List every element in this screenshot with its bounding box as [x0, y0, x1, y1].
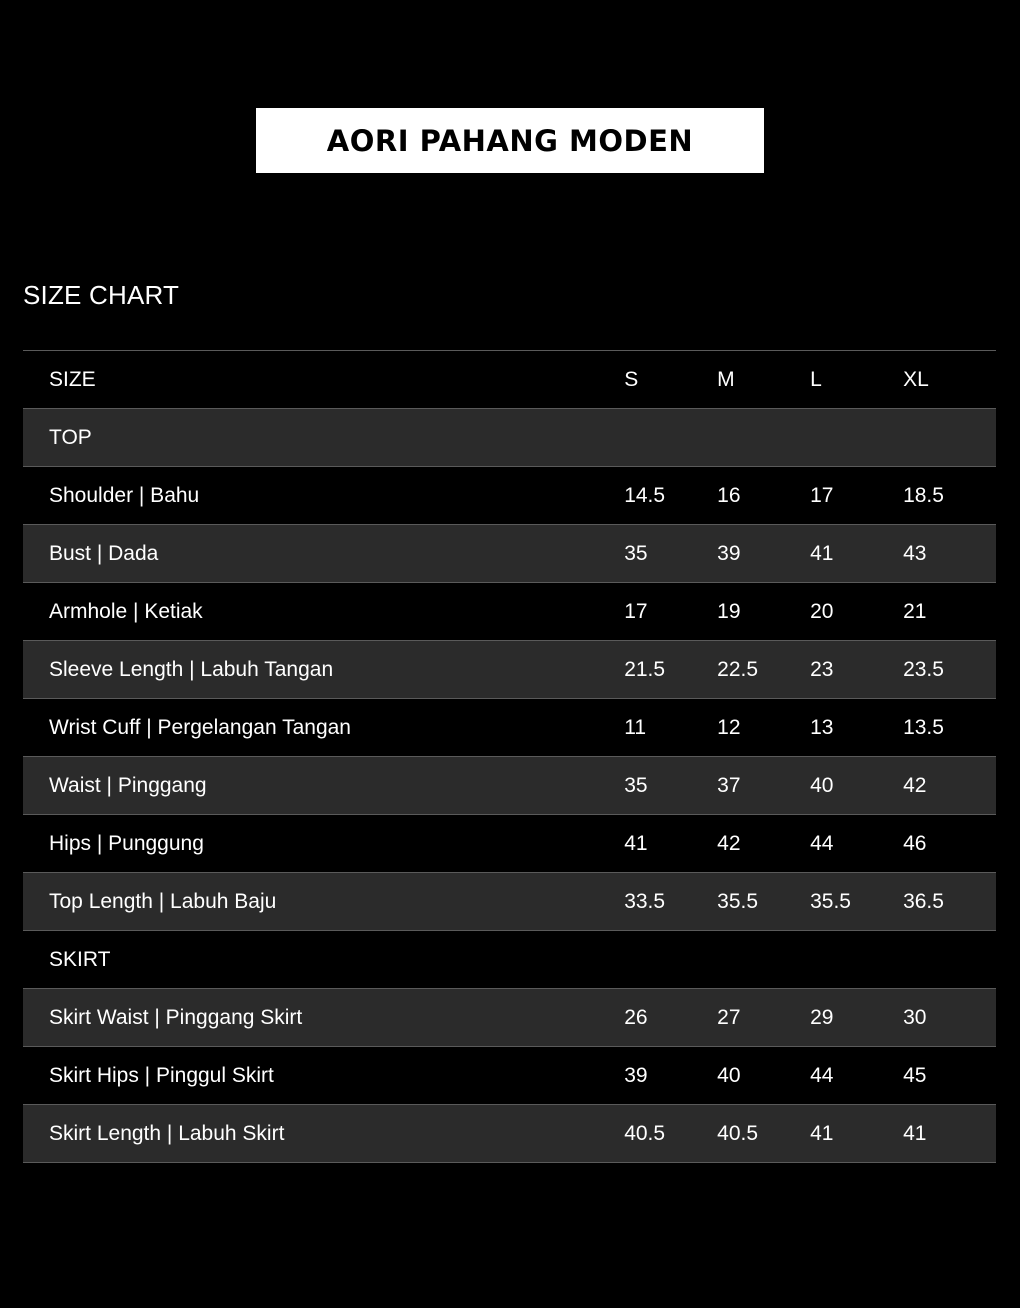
table-row: [23, 583, 996, 641]
table-row: [23, 1105, 996, 1163]
row-value: 17: [624, 599, 648, 623]
row-value: 21.5: [624, 657, 666, 681]
row-value: 42: [717, 831, 741, 855]
row-value: 13.5: [903, 715, 944, 739]
section-heading: SIZE CHART: [23, 280, 180, 310]
row-label: Skirt Waist | Pinggang Skirt: [49, 1005, 303, 1029]
row-value: 36.5: [903, 889, 944, 913]
row-value: 16: [717, 483, 741, 507]
row-label: Skirt Hips | Pinggul Skirt: [49, 1063, 274, 1087]
row-label: Top Length | Labuh Baju: [49, 889, 277, 913]
row-value: 41: [903, 1121, 927, 1145]
row-label: Skirt Length | Labuh Skirt: [49, 1121, 285, 1145]
section-row-skirt: [23, 931, 996, 989]
row-value: 30: [903, 1005, 927, 1029]
row-value: 41: [810, 1121, 834, 1145]
row-value: 41: [624, 831, 648, 855]
row-value: 19: [717, 599, 741, 623]
table-row: [23, 641, 996, 699]
row-value: 12: [717, 715, 741, 739]
row-value: 35.5: [810, 889, 851, 913]
section-label-top: TOP: [49, 425, 92, 449]
row-value: 27: [717, 1005, 741, 1029]
table-row: [23, 1047, 996, 1105]
header-size-l: L: [810, 367, 822, 391]
row-value: 41: [810, 541, 834, 565]
header-label: SIZE: [49, 367, 96, 391]
table-header-row: [23, 351, 996, 409]
row-label: Waist | Pinggang: [49, 773, 207, 797]
row-value: 39: [624, 1063, 648, 1087]
row-value: 23.5: [903, 657, 944, 681]
row-value: 39: [717, 541, 741, 565]
row-value: 35: [624, 541, 648, 565]
size-chart-table: [23, 350, 996, 1163]
row-value: 35.5: [717, 889, 759, 913]
row-label: Hips | Punggung: [49, 831, 204, 855]
header-size-s: S: [624, 367, 639, 391]
row-value: 44: [810, 1063, 834, 1087]
row-label: Bust | Dada: [49, 541, 159, 565]
row-value: 20: [810, 599, 834, 623]
row-label: Wrist Cuff | Pergelangan Tangan: [49, 715, 351, 739]
page-title: AORI PAHANG MODEN: [326, 123, 694, 158]
row-value: 40: [810, 773, 834, 797]
row-value: 11: [624, 715, 647, 739]
row-value: 23: [810, 657, 834, 681]
row-label: Sleeve Length | Labuh Tangan: [49, 657, 334, 681]
row-label: Shoulder | Bahu: [49, 483, 200, 507]
title-banner: [256, 108, 764, 173]
table-row: [23, 757, 996, 815]
row-label: Armhole | Ketiak: [49, 599, 203, 623]
header-size-xl: XL: [903, 367, 929, 391]
row-value: 44: [810, 831, 834, 855]
row-value: 45: [903, 1063, 927, 1087]
row-value: 21: [903, 599, 927, 623]
row-value: 35: [624, 773, 648, 797]
row-value: 13: [810, 715, 834, 739]
section-row-top: [23, 409, 996, 467]
table-row: [23, 525, 996, 583]
table-row: [23, 873, 996, 931]
row-value: 40: [717, 1063, 741, 1087]
section-label-skirt: SKIRT: [49, 947, 111, 971]
row-value: 22.5: [717, 657, 759, 681]
row-value: 43: [903, 541, 927, 565]
table-row: [23, 699, 996, 757]
header-size-m: M: [717, 367, 735, 391]
row-value: 14.5: [624, 483, 666, 507]
row-value: 17: [810, 483, 834, 507]
row-value: 40.5: [624, 1121, 666, 1145]
table-row: [23, 989, 996, 1047]
row-value: 29: [810, 1005, 834, 1029]
row-value: 42: [903, 773, 927, 797]
row-value: 37: [717, 773, 741, 797]
table-row: [23, 815, 996, 873]
row-value: 33.5: [624, 889, 666, 913]
row-value: 46: [903, 831, 927, 855]
row-value: 18.5: [903, 483, 944, 507]
row-value: 40.5: [717, 1121, 759, 1145]
table-row: [23, 467, 996, 525]
row-value: 26: [624, 1005, 648, 1029]
